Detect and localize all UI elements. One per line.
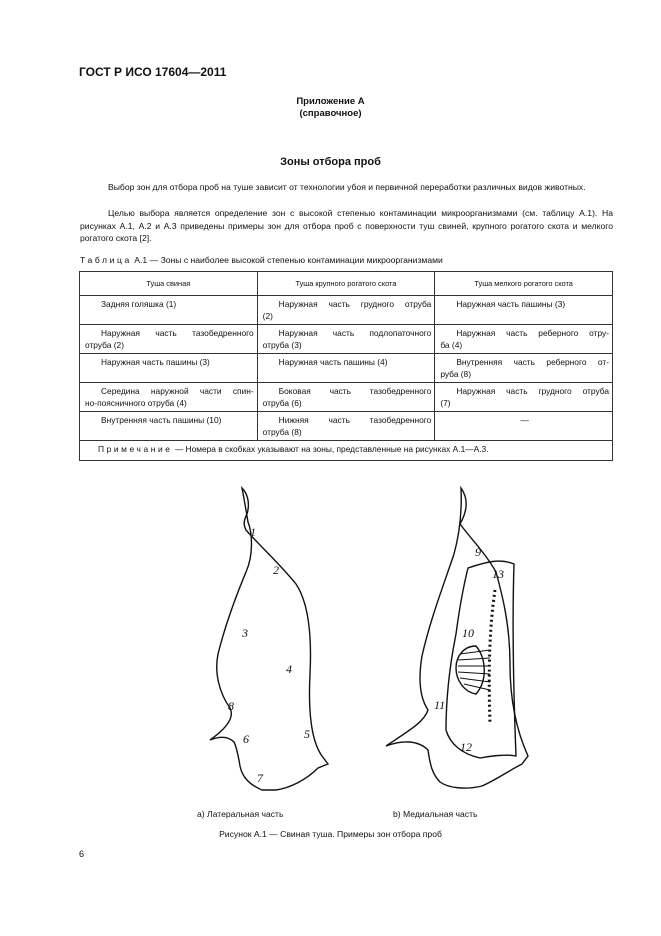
table-caption-prefix: Таблица	[80, 255, 132, 265]
cell-text-line: руба (8)	[440, 369, 471, 379]
cell-text: Наружная часть пашины (3)	[101, 357, 210, 367]
table-row	[80, 354, 613, 383]
appendix-heading	[0, 96, 661, 120]
zone-number: 3	[242, 626, 248, 640]
table-caption-text: А.1 — Зоны с наиболее высокой степенью контаминации микроорганизмами	[134, 255, 443, 265]
table-cell	[257, 296, 435, 325]
cell-text-line: Нижняя часть тазобедренного	[278, 415, 432, 425]
table-row	[80, 383, 613, 412]
cell-text: Наружная часть пашины (3)	[456, 299, 566, 309]
cell-text-line: Наружная часть грудного отруба	[278, 299, 432, 309]
cell-text-line: Внутренняя часть реберного от-	[456, 357, 609, 367]
table-cell	[257, 354, 435, 383]
table-cell	[435, 383, 613, 412]
paragraph: Выбор зон для отбора проб на туше зависит от технологии убоя и первичной переработки различных видов животных.	[108, 182, 586, 192]
table-header-row	[80, 272, 613, 296]
cell-text-line: ба (4)	[440, 340, 463, 350]
zone-number: 5	[304, 727, 310, 741]
cell-text-line: Наружная часть подлопаточного	[278, 328, 432, 338]
cell-text-line: (2)	[262, 311, 273, 321]
zone-number: 11	[434, 698, 446, 712]
table-row	[80, 412, 613, 441]
table-row	[80, 325, 613, 354]
section-title: Зоны отбора проб	[280, 156, 381, 168]
cell-text: —	[520, 415, 529, 425]
cell-text-line: Наружная часть реберного отру-	[456, 328, 609, 338]
column-header: Туша мелкого рогатого скота	[435, 272, 613, 296]
zone-number: 2	[273, 563, 279, 577]
cell-text-line: отруба (3)	[262, 340, 302, 350]
cell-text-line: отруба (6)	[262, 398, 302, 408]
table-cell	[257, 383, 435, 412]
document-header: ГОСТ Р ИСО 17604—2011	[79, 65, 227, 79]
cell-text-line: но-поясничного отруба (4)	[85, 398, 187, 408]
table-cell	[80, 412, 258, 441]
paragraph: Целью выбора является определение зон с высокой степенью контаминации микроорганизмами (см. таблицу А.1). На рисунках А.1, А.2 и А.3 приведены примеры зон для отбора проб с поверхности туш свиней, крупного рогатого скота и мелкого рогатого скота [2].	[80, 208, 613, 244]
contamination-table	[79, 271, 613, 461]
zone-number: 12	[460, 740, 472, 754]
table-cell	[257, 325, 435, 354]
appendix-subtitle: (справочное)	[299, 108, 362, 119]
table-note	[80, 441, 613, 461]
zone-number: 1	[250, 525, 256, 539]
cell-text-line: (7)	[440, 398, 451, 408]
table-cell	[435, 325, 613, 354]
cell-text: Внутренняя часть пашины (10)	[101, 415, 222, 425]
medial-zone-labels	[434, 545, 504, 754]
table-cell	[80, 296, 258, 325]
lateral-zone-labels	[228, 525, 310, 785]
cell-text: Задняя голяшка (1)	[101, 299, 177, 309]
figure-label-lateral: a) Латеральная часть	[197, 809, 284, 819]
lateral-carcass-outline	[210, 488, 328, 790]
table-cell	[80, 325, 258, 354]
page-number: 6	[79, 849, 85, 859]
table-row	[80, 296, 613, 325]
table-cell	[435, 354, 613, 383]
table-caption	[80, 255, 443, 265]
figure-caption: Рисунок А.1 — Свиная туша. Примеры зон отбора проб	[219, 829, 442, 839]
figure-label-medial: b) Медиальная часть	[393, 809, 478, 819]
table-cell	[80, 354, 258, 383]
table-cell	[257, 412, 435, 441]
zone-number: 4	[286, 662, 292, 676]
cell-text-line: Боковая часть тазобедренного	[278, 386, 432, 396]
cell-text-line: отруба (8)	[262, 427, 302, 437]
pig-carcass-figure	[150, 484, 550, 804]
medial-carcass-outline	[386, 488, 528, 788]
table-cell	[435, 412, 613, 441]
appendix-title: Приложение А	[296, 96, 365, 107]
table-note-row	[80, 441, 613, 461]
cell-text-line: отруба (2)	[85, 340, 124, 350]
zone-number: 13	[492, 567, 504, 581]
cell-text: Наружная часть пашины (4)	[278, 357, 388, 367]
zone-number: 8	[228, 699, 234, 713]
zone-number: 9	[475, 545, 481, 559]
table-cell	[435, 296, 613, 325]
note-prefix: Примечание	[98, 444, 173, 454]
column-header: Туша свиная	[80, 272, 258, 296]
table-cell	[80, 383, 258, 412]
cell-text-line: Середина наружной части спин-	[101, 386, 254, 396]
zone-number: 10	[462, 626, 474, 640]
cell-text-line: Наружная часть тазобедренного	[101, 328, 254, 338]
zone-number: 6	[243, 732, 249, 746]
column-header: Туша крупного рогатого скота	[257, 272, 435, 296]
note-text: — Номера в скобках указывают на зоны, представленные на рисунках А.1—А.3.	[174, 444, 489, 454]
zone-number: 7	[257, 771, 263, 785]
cell-text-line: Наружная часть грудного отруба	[456, 386, 609, 396]
